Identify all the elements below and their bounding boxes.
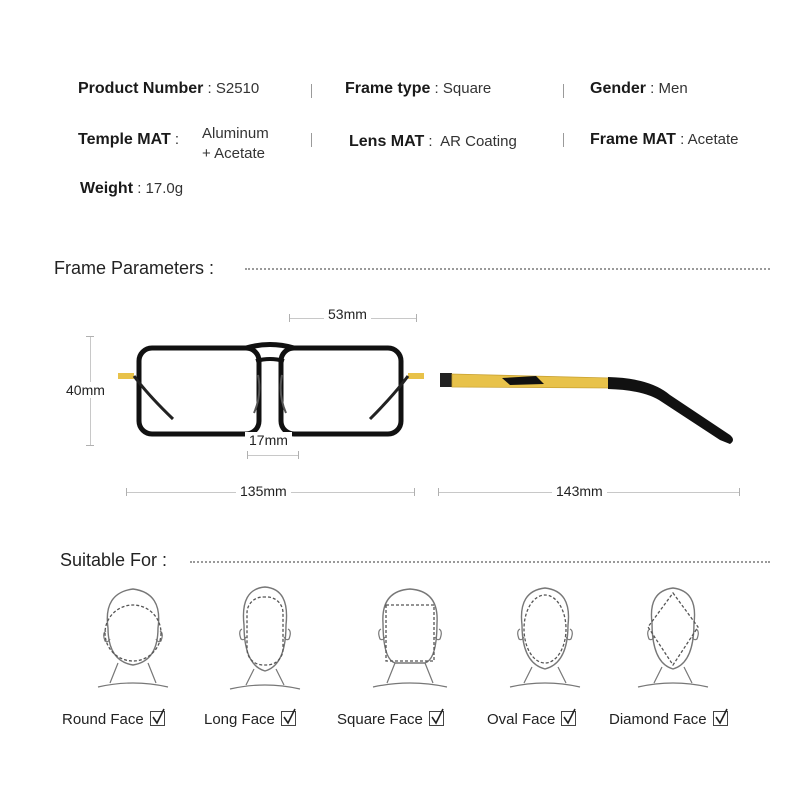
frame-parameters-title: Frame Parameters : xyxy=(54,258,215,278)
gender-row: Gender : Men xyxy=(590,80,688,97)
right-hinge xyxy=(408,373,424,379)
dim-tick xyxy=(416,314,417,322)
dim-tick xyxy=(298,451,299,459)
weight-value: 17.0g xyxy=(145,180,184,197)
round-face-icon xyxy=(88,583,178,693)
frame-parameters-dotted-line xyxy=(245,268,770,270)
face-label-long: Long Face xyxy=(204,711,275,728)
lens-height-label: 40mm xyxy=(62,382,109,398)
gender-key: Gender xyxy=(590,80,647,97)
face-option-long xyxy=(204,711,296,728)
face-option-round xyxy=(62,711,165,728)
face-label-oval: Oval Face xyxy=(487,711,556,728)
lens-mat-value: AR Coating xyxy=(440,133,517,150)
frame-type-row: Frame type : Square xyxy=(345,80,492,97)
check-icon xyxy=(150,711,165,726)
check-icon xyxy=(281,711,296,726)
long-face-icon xyxy=(220,583,310,693)
divider xyxy=(563,133,564,147)
dim-tick xyxy=(86,445,94,446)
temple-mat-key: Temple MAT xyxy=(78,131,171,148)
left-lens xyxy=(139,348,259,434)
temple-length-label: 143mm xyxy=(552,483,607,499)
temple-mat-value-line2: + Acetate xyxy=(202,145,265,162)
top-bridge xyxy=(246,345,294,349)
frame-type-key: Frame type xyxy=(345,80,431,97)
lens-mat-key: Lens MAT xyxy=(349,133,425,150)
bridge-width-label: 17mm xyxy=(245,432,292,448)
weight-row: Weight : 17.0g xyxy=(80,180,184,197)
frame-mat-row: Frame MAT : Acetate xyxy=(590,131,739,148)
face-option-diamond xyxy=(609,711,728,728)
frame-type-value: Square xyxy=(442,80,492,97)
frame-mat-key: Frame MAT xyxy=(590,131,676,148)
oval-face-icon xyxy=(500,583,590,693)
hinge-front xyxy=(440,373,452,387)
bridge-width-dim-line xyxy=(247,455,299,456)
dim-tick xyxy=(739,488,740,496)
right-lens xyxy=(281,348,401,434)
face-label-diamond: Diamond Face xyxy=(609,711,707,728)
face-label-round: Round Face xyxy=(62,711,144,728)
face-option-square xyxy=(337,711,444,728)
glasses-side-view xyxy=(440,360,740,455)
suitable-for-title: Suitable For : xyxy=(60,550,168,570)
frame-width-label: 135mm xyxy=(236,483,291,499)
nose-bridge xyxy=(256,359,284,361)
product-number-row: Product Number : S2510 xyxy=(78,80,260,97)
weight-key: Weight xyxy=(80,180,134,197)
dim-tick xyxy=(414,488,415,496)
dim-tick xyxy=(289,314,290,322)
left-hinge xyxy=(118,373,134,379)
dim-tick xyxy=(86,336,94,337)
product-number-key: Product Number xyxy=(78,80,204,97)
dim-tick xyxy=(438,488,439,496)
check-icon xyxy=(561,711,576,726)
diamond-face-icon xyxy=(628,583,718,693)
face-label-square: Square Face xyxy=(337,711,423,728)
temple-tip xyxy=(608,377,733,444)
gender-value: Men xyxy=(658,80,688,97)
lens-width-label: 53mm xyxy=(324,306,371,322)
face-option-oval xyxy=(487,711,576,728)
divider xyxy=(311,133,312,147)
divider xyxy=(563,84,564,98)
suitable-for-dotted-line xyxy=(190,561,770,563)
check-icon xyxy=(713,711,728,726)
frame-mat-value: Acetate xyxy=(687,131,739,148)
dim-tick xyxy=(126,488,127,496)
dim-tick xyxy=(247,451,248,459)
square-face-icon xyxy=(365,583,455,693)
temple-mat-value xyxy=(202,124,269,164)
temple-mat-row: Temple MAT : xyxy=(78,131,180,148)
check-icon xyxy=(429,711,444,726)
glasses-front-view xyxy=(118,335,428,445)
lens-mat-row: Lens MAT : AR Coating xyxy=(349,133,517,150)
divider xyxy=(311,84,312,98)
temple-mat-value-line1: Aluminum xyxy=(202,125,269,142)
product-number-value: S2510 xyxy=(215,80,260,97)
